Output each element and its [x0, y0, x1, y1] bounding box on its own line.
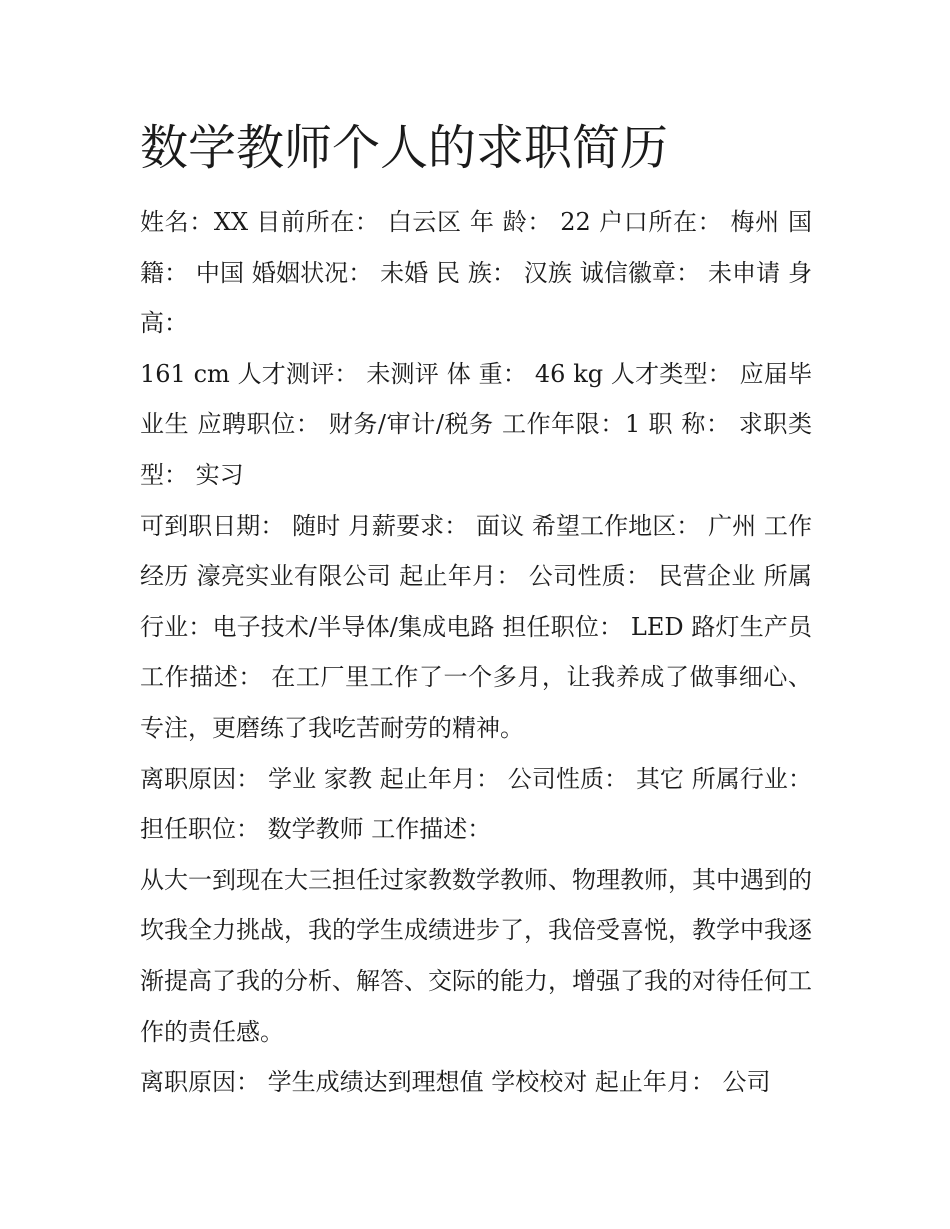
paragraph-basic-details: 161 cm 人才测评： 未测评 体 重： 46 kg 人才类型： 应届毕业生 应聘职位： 财务/审计/税务 工作年限：1 职 称： 求职类型： 实习 — [140, 359, 812, 489]
paragraph-work-experience-1: 可到职日期： 随时 月薪要求： 面议 希望工作地区： 广州 工作经历 濠亮实业有限公司 起止年月： 公司性质： 民营企业 所属行业：电子技术/半导体/集成电路 担任职位： LED 路灯生产员 工作描述： 在工厂里工作了一个多月，让我养成了做事细心、专注，更磨练了我吃苦耐劳的精神。 — [140, 511, 812, 742]
document-title: 数学教师个人的求职简历 — [140, 120, 669, 176]
paragraph-personal-info: 姓名：XX 目前所在： 白云区 年 龄： 22 户口所在： 梅州 国籍： 中国 婚姻状况： 未婚 民 族： 汉族 诚信徽章： 未申请 身 高： — [140, 208, 812, 338]
paragraph-tutoring-description: 从大一到现在大三担任过家教数学教师、物理教师，其中遇到的坎我全力挑战，我的学生成绩进步了，我倍受喜悦，教学中我逐渐提高了我的分析、解答、交际的能力，增强了我的对待任何工作的责任感。 — [140, 865, 812, 1046]
paragraph-work-experience-2: 离职原因： 学业 家教 起止年月： 公司性质： 其它 所属行业： 担任职位： 数学教师 工作描述： — [140, 764, 812, 844]
document-body — [140, 197, 812, 1108]
paragraph-work-experience-3: 离职原因： 学生成绩达到理想值 学校校对 起止年月： 公司 — [140, 1068, 771, 1097]
